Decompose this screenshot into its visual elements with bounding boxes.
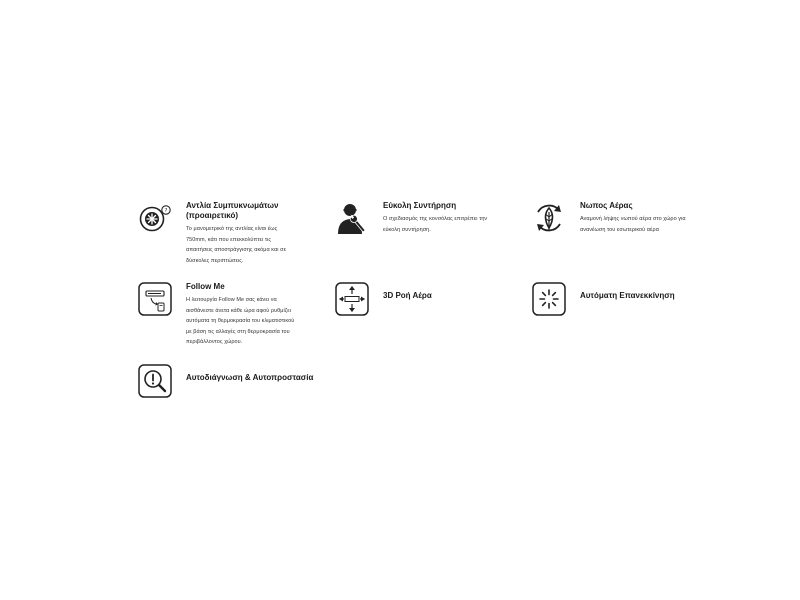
- feature-follow-me: [138, 282, 294, 348]
- feature-text: [186, 282, 294, 348]
- fresh-air-leaf-icon: [532, 201, 566, 235]
- feature-3d-airflow: [335, 282, 432, 316]
- desc-line: ανανέωση του εσωτερικού αέρα: [580, 226, 659, 233]
- feature-title: 3D Ροή Αέρα: [383, 291, 432, 300]
- feature-text: [383, 282, 432, 304]
- feature-fresh-air: [532, 201, 686, 235]
- desc-line: περιβάλλοντος χώρου.: [186, 339, 243, 345]
- technician-wrench-icon: [335, 201, 369, 235]
- feature-easy-maintenance: [335, 201, 487, 235]
- feature-title: Αυτόματη Επανεκκίνηση: [580, 291, 675, 300]
- desc-line: 750mm, κάτι που επεκκολύπτει τις: [186, 236, 272, 243]
- feature-description: [383, 214, 487, 235]
- desc-line: Ο σχεδιασμός της κονσόλας επιτρέπει την: [383, 216, 488, 222]
- condensate-pump-icon: [138, 201, 172, 235]
- desc-line: με βάση τις αλλαγές στη θερμοκρασία του: [186, 328, 290, 335]
- desc-line: εύκολη συντήρηση.: [383, 226, 431, 233]
- feature-description: [186, 295, 294, 348]
- desc-line: Αναμονή λήψης νωπού αέρα στο χώρο για: [580, 216, 686, 222]
- feature-self-diagnosis: [138, 364, 313, 398]
- feature-title: Αυτοδιάγνωση & Αυτοπροστασία: [186, 373, 314, 382]
- feature-title: Εύκολη Συντήρηση: [383, 201, 457, 210]
- feature-text: [186, 201, 286, 266]
- feature-description: [186, 224, 286, 266]
- 3d-airflow-icon: [335, 282, 369, 316]
- remote-follow-me-icon: [138, 282, 172, 316]
- desc-line: αυτόματα τη θερμοκρασία του κλιματιστικού: [186, 318, 295, 324]
- feature-title: Νωπος Αέρας: [580, 201, 633, 210]
- desc-line: αισθάνεστε άνετα κάθε ώρα αφού ρυθμίζει: [186, 307, 291, 314]
- feature-text: [186, 364, 313, 386]
- title-line: (προαιρετικό): [186, 211, 239, 220]
- feature-text: [383, 201, 487, 235]
- title-line: Αντλία Συμπυκνωμάτων: [186, 201, 279, 210]
- feature-title: Follow Me: [186, 282, 225, 291]
- desc-line: Η λειτουργία Follow Me σας κάνει να: [186, 297, 277, 303]
- feature-condensate-pump: [138, 201, 286, 266]
- feature-description: [580, 214, 686, 235]
- desc-line: απαιτήσεις αποστράγγισης ακόμα και σε: [186, 247, 287, 253]
- feature-title: [186, 201, 286, 221]
- feature-text: [580, 282, 675, 304]
- self-diagnosis-magnifier-icon: [138, 364, 172, 398]
- desc-line: δύσκολες περιπτώσεις.: [186, 257, 244, 264]
- svg-text:?: ?: [164, 208, 168, 214]
- feature-text: [580, 201, 686, 235]
- feature-auto-restart: [532, 282, 675, 316]
- desc-line: Το μανομετρικό της αντλίας είναι έως: [186, 226, 278, 232]
- auto-restart-icon: [532, 282, 566, 316]
